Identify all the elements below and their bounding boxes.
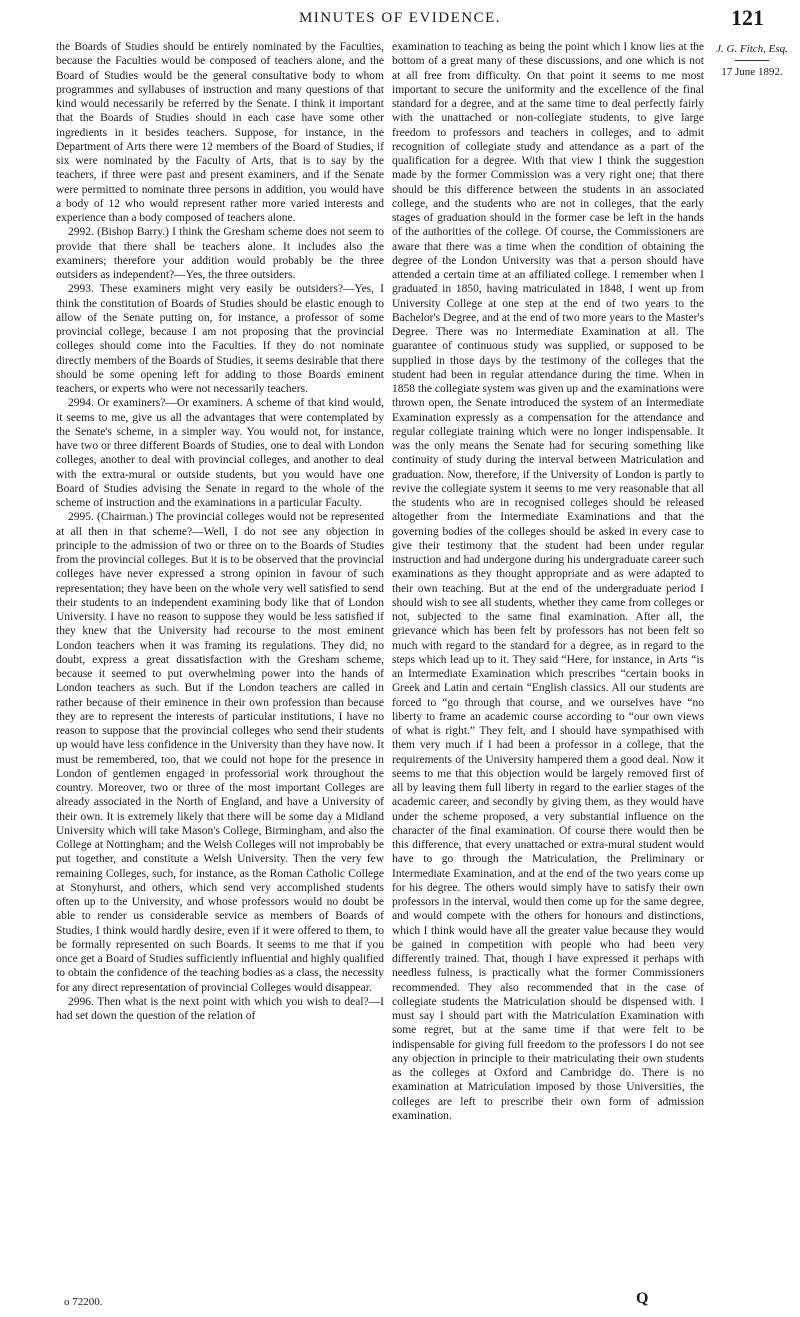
left-column bbox=[56, 40, 384, 1023]
paragraph: 2992. (Bishop Barry.) I think the Gresham scheme does not seem to provide that there shall be teachers alone. It includes also the examiners; therefore your addition would probably be the three outsiders as independent?—Yes, the three outsiders. bbox=[56, 226, 384, 281]
paragraph: 2995. (Chairman.) The provincial colleges would not be represented at all then in that scheme?—Well, I do not see any objection in principle to the admission of two or three on to the Boards of Studies from the provincial colleges. But it is to be observed that the provincial colleges have never expressed a strong opinion in favour of such representation; they have been on the whole very well satisfied to send their students to an independent examining body like that of London University. I have no reason to suppose they would be less satisfied if they knew that the University had recourse to the most eminent London teachers when it was framing its regulations. They did, no doubt, express a great dissatisfaction with the Gresham scheme, because it seemed to put overwhelming power into the hands of London teachers as such. But if the London teachers are called in rather because of their eminence in their own profession than because they are to represent the interests of particular institutions, I have no reason to suppose that the provincial colleges who send their students up would have less confidence in the University than they have now. It must be remembered, too, that we could not hope for the presence in London of gentlemen engaged in professorial work throughout the country. Moreover, two or three of the most important Colleges are already associated in the North of England, and have a University of their own. It is extremely likely that there will be some day a Midland University which will take Mason's College, Birmingham, and also the College at Nottingham; and the Welsh Colleges will not improbably be put together, and constitute a Welsh University. Then the very few remaining Colleges, such, for instance, as the Roman Catholic College at Stonyhurst, and others, which send very accomplished students often up to the University, and whose professors would no doubt be able to render us considerable service as members of Boards of Studies, I think would hardly desire, even if it were offered to them, to be formally represented on such Boards. It seems to me that if you once get a Board of Studies sufficiently influential and highly qualified to obtain the confidence of the teaching bodies as a class, the necessity for any direct representation of provincial Colleges would disappear. bbox=[56, 511, 384, 994]
paragraph: 2996. Then what is the next point with which you wish to deal?—I had set down the question of the relation of bbox=[56, 995, 384, 1022]
right-column bbox=[392, 40, 704, 1123]
page-header bbox=[0, 0, 800, 36]
paragraph: 2993. These examiners might very easily be outsiders?—Yes, I think the constitution of Boards of Studies should be elastic enough to allow of the Senate putting on, for instance, a professor of some provincial college, because I am not proposing that the provincial colleges should come into the Faculties. If they do not nominate directly members of the Boards of Studies, it seems desirable that there should be some opening left for adding to those Boards eminent teachers, or experts who were not necessarily teachers. bbox=[56, 283, 384, 395]
paragraph: examination to teaching as being the point which I know lies at the bottom of a great many of these discussions, and one which is not at all free from difficulty. On that point it seems to me most important to secure the uniformity and the excellence of the final standard for a degree, and at the same time to deal perfectly fairly with the unattached or non-collegiate students, to give large freedom to professors and teachers in colleges, and to admit recognition of collegiate study and attendance as a part of the qualification for a degree. With that view I think the suggestion made by the former Commission was a very right one; that there should be this difference between the students in an associated college, and the students who are not in colleges, that the early stages of graduation should in the former case be left in the hands of the authorities of the college. Of course, the Commissioners are aware that there was a time when the condition of obtaining the degree of the London University was that a person should have attended a certain time at an affiliated college. I remember when I graduated in 1850, having matriculated in 1848, I went up from University College at one step at the end of two years to the Bachelor's Degree, and at the end of two more years to the Master's Degree. There was no Intermediate Examination at all. The guarantee of continuous study was supplied, or supposed to be supplied in those days by the testimony of the colleges that the student had been in regular attendance during the time. When in 1858 the collegiate system was given up and the examinations were thrown open, the Senate introduced the system of an Intermediate Examination expressly as a compensation for the attendance and regular collegiate training which were no longer indispensable. It was the only means the Senate had for securing something like continuity of study during the interval between Matriculation and graduation. Now, therefore, if the University of London is partly to revive the collegiate system it seems to me very reasonable that all the students who are in recognised colleges should be released altogether from the Intermediate Examinations and that the governing bodies of the colleges should be asked in every case to give their testimony that the student had been under regular instruction and had undergone during his undergraduate career such examinations as they thought appropriate and as were adapted to their own teaching. But at the end of the undergraduate period I should wish to see all students, whether they came from colleges or not, subjected to the same final examination. After all, the grievance which has been felt by professors has not been felt so much with regard to the standard for a degree, as in regard to the steps which lead up to it. They said “Here, for instance, in Arts “is an Intermediate Examination which prescribes “certain books in Greek and Latin and certain “English classics. All our students are forced to “go through that course, and we ourselves have “no liberty to frame an academic course according to “our own views of what is right.” They felt, and I should have sympathised with them very much if I had been a professor in a college, that the requirements of the University hampered them a good deal. Now it seems to me that this objection would be largely removed first of all by leaving them full liberty in regard to the earlier stages of the academic career, and secondly by giving them, as they would have under the scheme proposed, a very substantial influence on the character of the final examination. Of course there would then be this difference, that every unattached or extra-mural student would have to go through the Matriculation, the Preliminary or Intermediate Examination, and at the end of the two years come up for his degree. The others would simply have to satisfy their own professors in the interval, would then come up for the same degree, and would compete with the others for honours and distinctions, which I think would have all the greater value because they would be gained in competition with people who had been very differently trained. That, though I have expressed it perhaps with needless fulness, is practically what the former Commissioners recommended. They also recommended that in the case of collegiate students the Matriculation should be dispensed with. I must say I should part with the Matriculation Examination with some regret, but at the same time if that were felt to be indispensable for giving full freedom to the professors I do not see any objection in principle to their matriculating their own students as the colleges at Oxford and Cambridge do. There is no examination at Matriculation imposed by those Universities, the colleges are left to prescribe their own form of admission examination. bbox=[392, 41, 704, 1122]
paragraph: 2994. Or examiners?—Or examiners. A scheme of that kind would, it seems to me, give us all the advantages that were contemplated by the Senate's scheme, in a simpler way. You would not, for instance, have two or three different Boards of Studies, one to deal with London colleges, another to deal with provincial colleges, and another to deal with the extra-mural or outside students, but you would have one Board of Studies advising the Senate in regard to the whole of the scheme of instruction and the examinations in a particular Faculty. bbox=[56, 397, 384, 509]
witness-name: J. G. Fitch, Esq. bbox=[716, 43, 788, 55]
evidence-date: 17 June 1892. bbox=[721, 66, 783, 78]
margin-divider bbox=[735, 60, 769, 61]
signature-mark: Q bbox=[636, 1290, 649, 1307]
print-code: o 72200. bbox=[64, 1296, 103, 1308]
page-number: 121 bbox=[731, 5, 764, 30]
running-title: MINUTES OF EVIDENCE. bbox=[298, 10, 502, 26]
margin-note bbox=[712, 42, 792, 79]
paragraph: the Boards of Studies should be entirely nominated by the Faculties, because the Faculties would be composed of teachers alone, and the Board of Studies would be the general consultative body to whom programmes and syllabuses of instruction and many questions of that kind would necessarily be referred by the Senate. I think it important that the Boards of Studies should in each case have some other ingredients in it besides teachers. Suppose, for instance, in the Department of Arts there were 12 members of the Board of Studies, if six were nominated by the Faculty of Arts, that is to say by the teachers, if three were past and present examiners, and if the Senate were permitted to nominate three persons in addition, you would have a body of 12 who would represent rather more varied interests and experience than a body composed of teachers alone. bbox=[56, 41, 384, 224]
